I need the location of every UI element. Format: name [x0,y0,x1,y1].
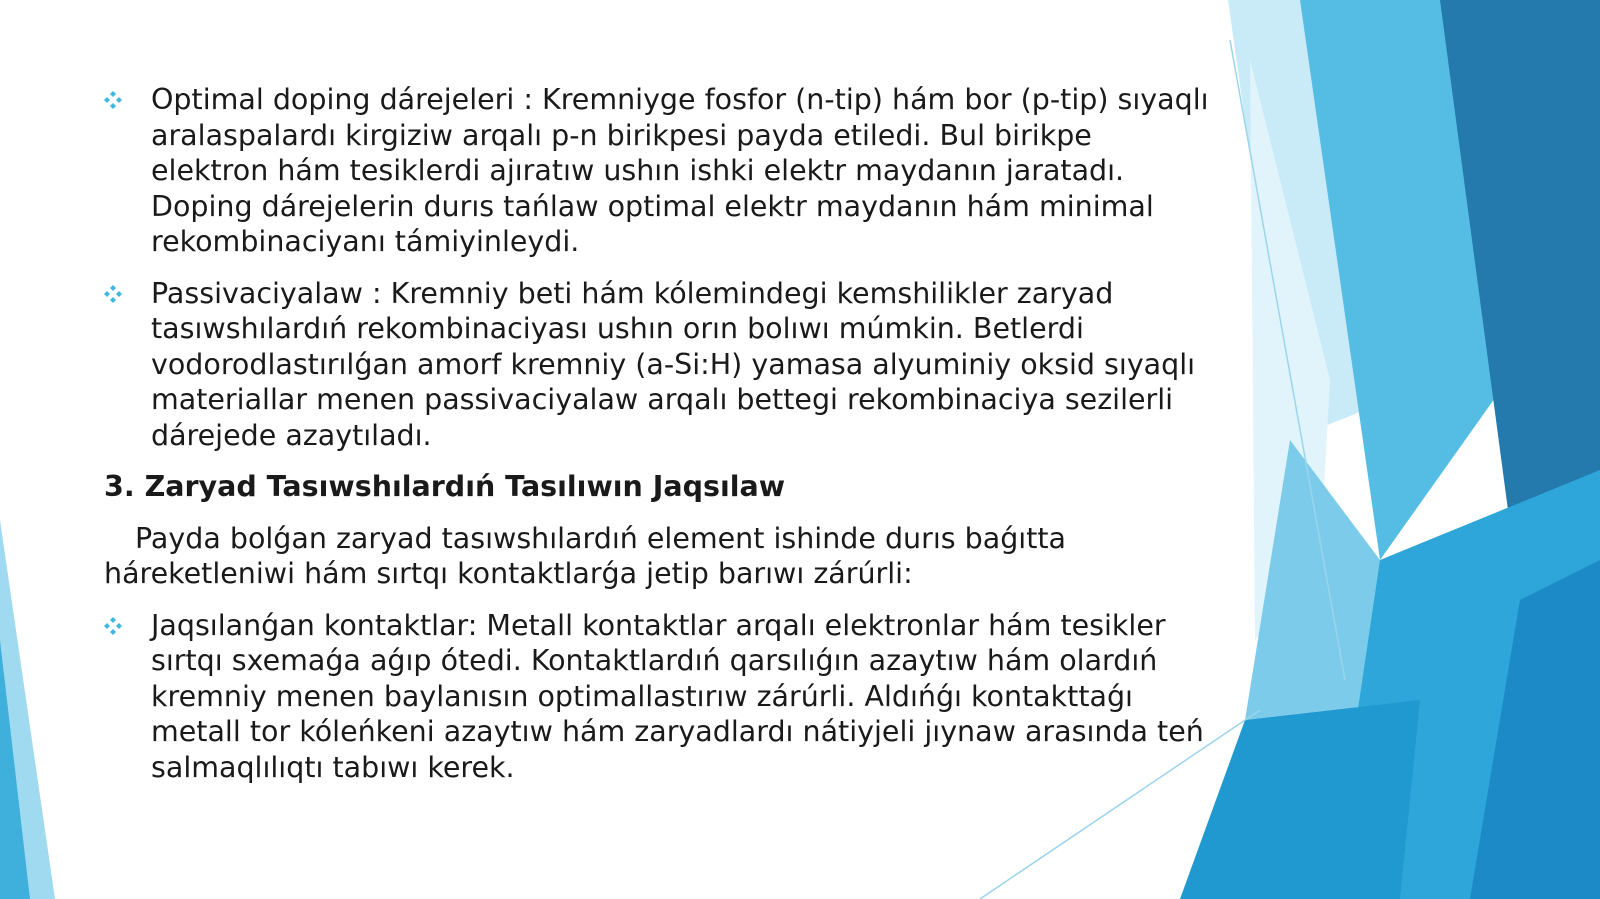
bullet-optimal-doping [104,82,1214,260]
slide-content [104,82,1214,801]
bullet-text: Jaqsılanǵan kontaktlar: Metall kontaktlar arqalı elektronlar hám tesikler sırtqı sxemaǵa aǵıp ótedi. Kontaktlardıń qarsılıǵın azaytıw hám olardıń kremniy menen baylanısın optimallastırıw zárúrli. Aldıńǵı kontakttaǵı metall tor kóleńkeni azaytıw hám zaryadlardı nátiyjeli jıynaw arasında teń salmaqlılıqtı tabıwı kerek. [151,608,1204,784]
decor-facet-bottom-wedge [1180,700,1420,899]
section-heading: 3. Zaryad Tasıwshılardıń Tasılıwın Jaqsılaw [104,470,786,503]
four-diamond-bullet-icon [104,91,122,109]
four-diamond-bullet-icon [104,285,122,303]
section-paragraph: Payda bolǵan zaryad tasıwshılardıń element ishinde durıs baǵıtta háreketleniwi hám sırtqı kontaktlarǵa jetip barıwı zárúrli: [104,521,1067,590]
bullet-improved-contacts [104,608,1214,786]
bullet-passivation [104,276,1214,454]
bullet-text: Passivaciyalaw : Kremniy beti hám kólemindegi kemshilikler zaryad tasıwshılardıń rekombinaciyası ushın orın bolıwı múmkin. Betlerdi vodorodlastırılǵan amorf kremniy (a-Si:H) yamasa alyuminiy oksid sıyaqlı materiallar menen passivaciyalaw arqalı bettegi rekombinaciya sezilerli dárejede azaytıladı. [151,276,1196,452]
four-diamond-bullet-icon [104,617,122,635]
bullet-text: Optimal doping dárejeleri : Kremniyge fosfor (n-tip) hám bor (p-tip) sıyaqlı aralaspalardı kirgiziw arqalı p-n birikpesi payda etiledi. Bul birikpe elektron hám tesiklerdi ajıratıw ushın ishki elektr maydanın jaratadı. Doping dárejelerin durıs tańlaw optimal elektr maydanın hám minimal rekombinaciyanı támiyinleydi. [151,83,1209,258]
